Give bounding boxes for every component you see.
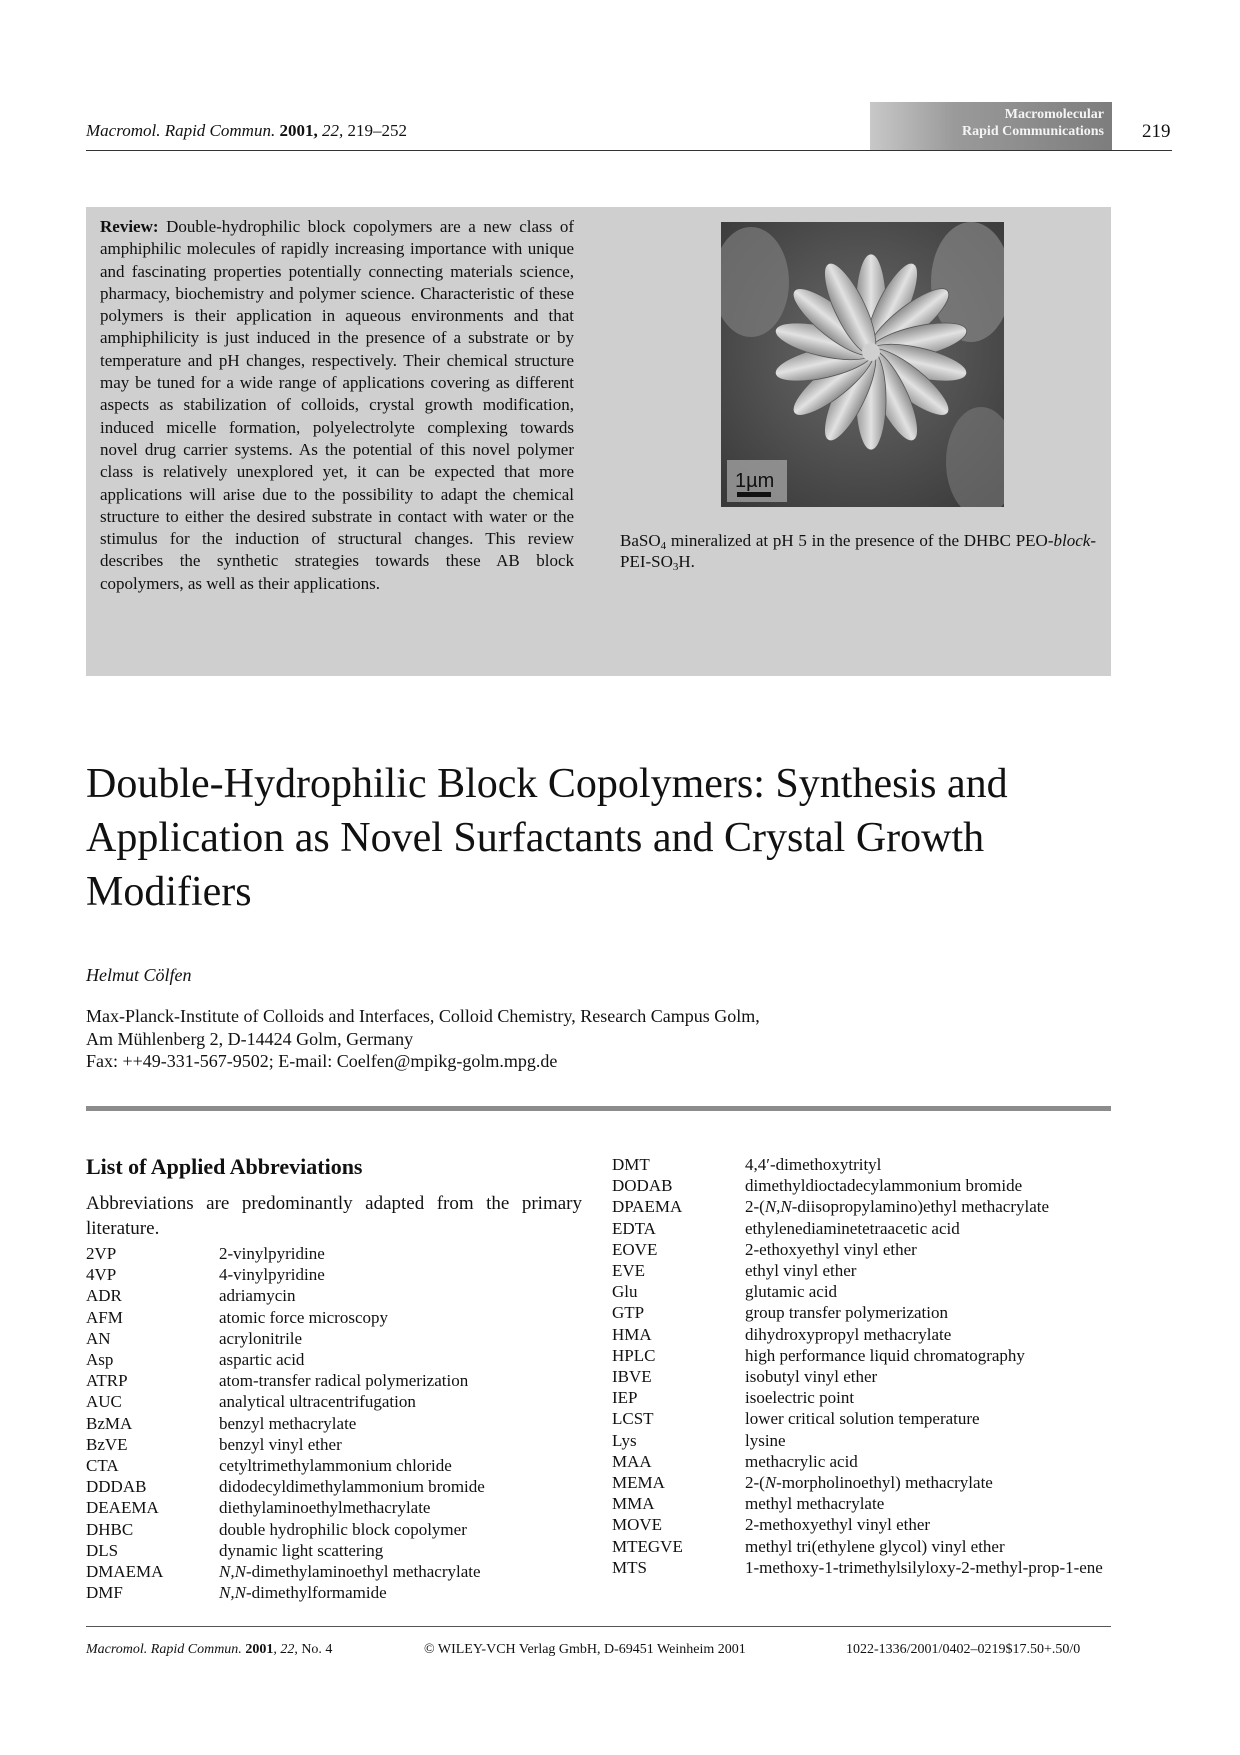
abbreviation-row [612,1218,1132,1239]
abbreviation-row [612,1345,1132,1366]
header-rule [86,150,1172,151]
abbreviation-row [612,1302,1132,1323]
abbreviation-row [612,1557,1132,1578]
abbreviation-term: DMF [86,1583,123,1603]
abbreviation-term: Asp [86,1350,114,1370]
abbreviation-definition: atom-transfer radical polymerization [219,1371,469,1391]
abbreviation-term: DODAB [612,1176,673,1196]
abbreviation-term: HPLC [612,1345,656,1365]
abbreviation-term: 4VP [86,1265,117,1285]
abbreviation-definition: dynamic light scattering [219,1540,384,1560]
abbreviation-row [86,1307,586,1328]
abbreviation-row [612,1239,1132,1260]
abbreviation-definition: high performance liquid chromatography [745,1345,1025,1365]
journal-pages: 219–252 [347,121,407,140]
abbreviation-definition: group transfer polymerization [745,1303,948,1323]
abbreviation-row [86,1243,586,1264]
abbreviations-heading: List of Applied Abbreviations [86,1154,363,1179]
abbreviation-term: Glu [612,1282,638,1302]
abbreviations-intro: Abbreviations are predominantly adapted from the primary literature. [86,1193,582,1239]
abbreviation-term: IEP [612,1388,638,1408]
abbreviation-term: Lys [612,1430,637,1450]
abbreviation-term: MOVE [612,1515,663,1535]
abbreviation-term: DMT [612,1155,650,1174]
section-divider [86,1106,1111,1111]
abbreviation-term: MMA [612,1494,655,1514]
abbreviation-definition: 2-(N,N-diisopropylamino)ethyl methacrylate [745,1197,1050,1217]
abbreviation-row [86,1476,586,1497]
abbreviations-list-left [86,1243,586,1603]
abbreviation-row [86,1519,586,1540]
abbreviation-row [86,1582,586,1603]
abbreviation-row [86,1370,586,1391]
abbreviation-definition: 4-vinylpyridine [219,1265,325,1285]
abbreviation-row [612,1196,1132,1217]
abbreviation-term: EOVE [612,1239,658,1259]
abbreviation-term: ADR [86,1286,122,1306]
abbreviation-term: DDDAB [86,1477,147,1497]
abbreviation-term: 2VP [86,1244,117,1263]
abbreviation-term: EDTA [612,1218,656,1238]
abbreviation-definition: methacrylic acid [745,1451,858,1471]
abbreviation-row [86,1391,586,1412]
abbreviation-definition: benzyl vinyl ether [219,1434,342,1454]
abbreviation-term: AFM [86,1307,123,1327]
footer-code: 1022-1336/2001/0402–0219$17.50+.50/0 [846,1642,1081,1657]
abbreviation-row [86,1561,586,1582]
abbreviation-definition: N,N-dimethylformamide [219,1583,387,1603]
abbreviation-definition: isoelectric point [745,1388,855,1408]
abbreviation-term: DEAEMA [86,1498,159,1518]
abbreviation-term: BzVE [86,1434,128,1454]
abbreviation-definition: double hydrophilic block copolymer [219,1519,467,1539]
abbreviation-row [86,1264,586,1285]
journal-volume: 22, [321,121,344,140]
abbreviation-term: HMA [612,1324,652,1344]
logo-line-1: Macromolecular [1004,107,1104,122]
abbreviation-term: EVE [612,1261,646,1281]
affiliation [86,1005,760,1073]
scale-bar-label: 1µm [735,470,775,492]
abbreviation-term: DMAEMA [86,1562,164,1582]
footer-citation: Macromol. Rapid Commun. 2001, 22, No. 4 [86,1642,333,1657]
abbreviation-definition: lysine [745,1430,786,1450]
abbreviation-definition: glutamic acid [745,1282,838,1302]
abbreviation-definition: diethylaminoethylmethacrylate [219,1498,431,1518]
abbreviation-row [86,1285,586,1306]
abbreviation-definition: 4,4′-dimethoxytrityl [745,1155,882,1174]
abbreviation-term: GTP [612,1303,645,1323]
abbreviation-row [86,1434,586,1455]
abbreviation-term: MAA [612,1451,652,1471]
page-number: 219 [1142,121,1171,142]
abbreviation-row [612,1430,1132,1451]
abbreviation-term: IBVE [612,1367,652,1387]
abbreviation-row [86,1413,586,1434]
abbreviation-term: ATRP [86,1371,128,1391]
author-name: Helmut Cölfen [86,965,192,985]
abbreviation-term: DLS [86,1540,119,1560]
abbreviation-definition: 2-methoxyethyl vinyl ether [745,1515,931,1535]
affiliation-line-1: Max-Planck-Institute of Colloids and Interfaces, Colloid Chemistry, Research Campus Golm, [86,1006,760,1026]
abbreviation-row [86,1349,586,1370]
abbreviation-definition: atomic force microscopy [219,1307,388,1327]
abstract-text [100,216,574,595]
abbreviation-row [612,1472,1132,1493]
abbreviation-definition: N,N-dimethylaminoethyl methacrylate [219,1562,481,1582]
abbreviations-list-right [612,1154,1132,1578]
affiliation-line-2: Am Mühlenberg 2, D-14424 Golm, Germany [86,1028,414,1049]
scale-bar [737,492,771,497]
abbreviation-row [612,1493,1132,1514]
abbreviation-definition: 1-methoxy-1-trimethylsilyloxy-2-methyl-prop-1-ene [745,1557,1103,1577]
abbreviation-definition: 2-vinylpyridine [219,1244,325,1263]
journal-abbrev: Macromol. Rapid Commun. [86,121,276,140]
abbreviation-row [612,1175,1132,1196]
abbreviation-definition: ethyl vinyl ether [745,1261,857,1281]
abbreviation-term: LCST [612,1409,654,1429]
abbreviation-term: AUC [86,1392,122,1412]
footer-rule [86,1626,1111,1627]
running-head [86,121,407,141]
abbreviation-row [612,1408,1132,1429]
abbreviation-row [612,1366,1132,1387]
abbreviation-term: CTA [86,1456,119,1476]
abbreviation-term: DHBC [86,1519,134,1539]
affiliation-line-3: Fax: ++49-331-567-9502; E-mail: Coelfen@mpikg-golm.mpg.de [86,1051,558,1071]
abbreviation-definition: dihydroxypropyl methacrylate [745,1324,952,1344]
abstract-body: Double-hydrophilic block copolymers are a new class of amphiphilic molecules of rapidly increasing importance with unique and fascinating properties potentially connecting materials science, pharmacy, biochemistry and polymer science. Characteristic of these polymers is their application in aqueous environments and that amphiphilicity is just induced in the presence of a substrate or by temperature and pH changes, respectively. Their chemical structure may be tuned for a wide range of applications covering as different aspects as stabilization of colloids, crystal growth modification, induced micelle formation, polyelectrolyte complexing towards novel drug carrier systems. As the potential of this novel polymer class is relatively unexplored yet, it can be expected that more applications will arise due to the possibility to adapt the chemical structure to either the desired substrate in contact with water or the stimulus for the induction of structural changes. This review describes the synthetic strategies towards these AB block copolymers, as well as their applications. [100,217,574,593]
abbreviation-definition: 2-(N-morpholinoethyl) methacrylate [745,1473,993,1493]
abbreviation-definition: didodecyldimethylammonium bromide [219,1477,485,1497]
abbreviation-row [612,1154,1132,1175]
abbreviation-definition: cetyltrimethylammonium chloride [219,1456,452,1476]
abbreviation-row [612,1387,1132,1408]
journal-logo [870,102,1112,150]
abbreviation-definition: ethylenediaminetetraacetic acid [745,1218,960,1238]
abbreviation-row [86,1455,586,1476]
abstract-label: Review: [100,217,159,236]
abbreviation-definition: aspartic acid [219,1350,305,1370]
abbreviation-definition: benzyl methacrylate [219,1413,357,1433]
abbreviation-definition: acrylonitrile [219,1328,303,1348]
abbreviation-term: DPAEMA [612,1197,683,1217]
abbreviation-row [612,1451,1132,1472]
abbreviation-definition: methyl tri(ethylene glycol) vinyl ether [745,1536,1005,1556]
abbreviation-row [86,1328,586,1349]
abbreviation-row [612,1281,1132,1302]
abbreviation-term: BzMA [86,1413,133,1433]
abbreviation-definition: lower critical solution temperature [745,1409,980,1429]
abbreviation-term: MTEGVE [612,1536,683,1556]
abbreviation-term: MEMA [612,1473,665,1493]
abbreviation-term: AN [86,1328,111,1348]
abbreviation-row [612,1260,1132,1281]
abbreviation-row [86,1540,586,1561]
article-title: Double-Hydrophilic Block Copolymers: Synthesis and Application as Novel Surfactants and Crystal Growth Modifiers [86,761,1008,915]
abbreviation-term: MTS [612,1557,647,1577]
abbreviation-definition: 2-ethoxyethyl vinyl ether [745,1239,917,1259]
abbreviation-definition: adriamycin [219,1286,296,1306]
figure-caption: BaSO$_4$ mineralized at pH 5 in the presence of the DHBC PEO-$block-PEI-SO_3H$. [620,531,1096,573]
abbreviation-definition: dimethyldioctadecylammonium bromide [745,1176,1023,1196]
abbreviation-row [612,1514,1132,1535]
abbreviation-definition: isobutyl vinyl ether [745,1367,878,1387]
abbreviation-row [612,1536,1132,1557]
journal-year: 2001, [279,121,318,140]
abbreviation-definition: methyl methacrylate [745,1494,885,1514]
abbreviation-definition: analytical ultracentrifugation [219,1392,416,1412]
footer-publisher: © WILEY-VCH Verlag GmbH, D-69451 Weinheim 2001 [424,1642,746,1657]
logo-line-2: Rapid Communications [962,124,1104,139]
sem-micrograph [721,222,1004,507]
abbreviation-row [86,1497,586,1518]
abbreviation-row [612,1324,1132,1345]
